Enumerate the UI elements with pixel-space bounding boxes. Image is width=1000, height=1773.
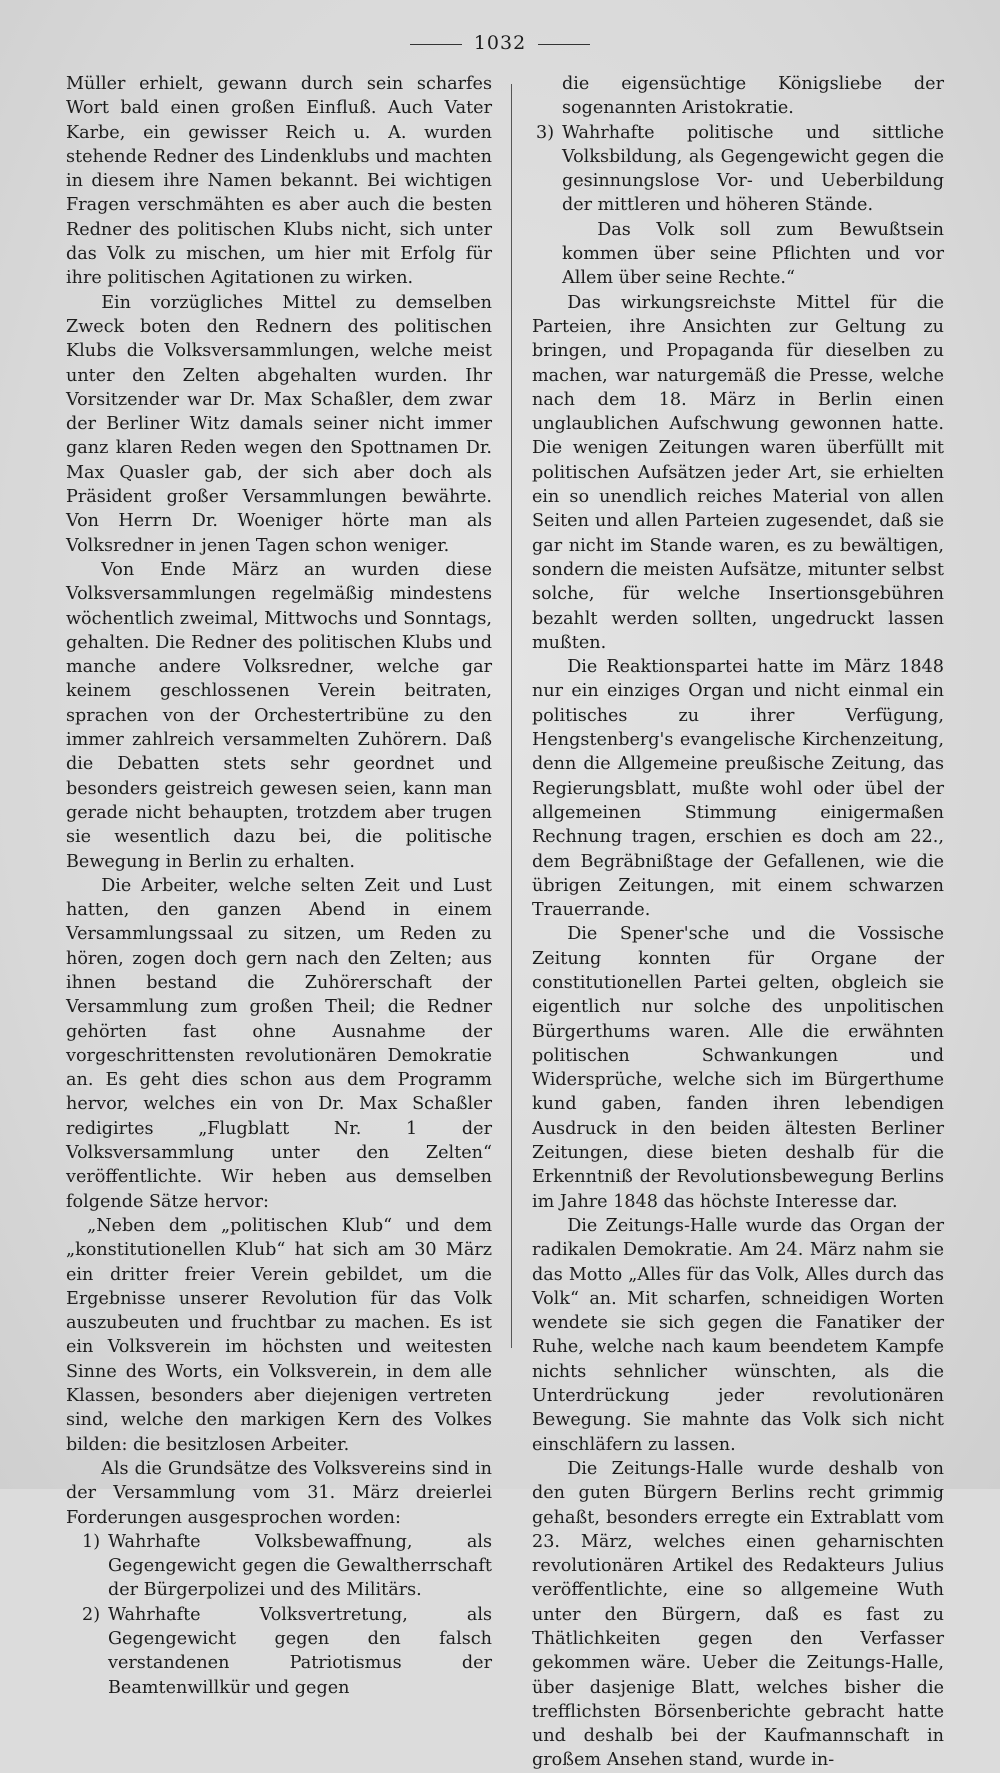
- list-item-text: Wahrhafte politische und sittliche Volksbildung, als Gegengewicht gegen die gesinnungslose Vor- und Ueberbildung der mittleren und höheren Stände.: [562, 122, 944, 216]
- paragraph: Die Reaktionspartei hatte im März 1848 nur ein einziges Organ und nicht einmal ein politisches zu ihrer Verfügung, Hengstenberg's evangelische Kirchenzeitung, denn die Allgemeine preußische Zeitung, das Regierungsblatt, mußte wohl oder übel der allgemeinen Stimmung einigermaßen Rechnung tragen, erschien es doch am 22., dem Begräbnißtage der Gefallenen, wie die übrigen Zeitungen, mit einem schwarzen Trauerrande.: [532, 657, 944, 921]
- list-item-number: 2): [82, 1604, 101, 1625]
- paragraph: Die Zeitungs-Halle wurde deshalb von den guten Bürgern Berlins recht grimmig gehaßt, besonders erregte ein Extrablatt vom 23. März, welches einen geharnischten revolutionären Artikel des Redakteurs Julius veröffentlichte, eine so allgemeine Wuth unter den Bürgern, daß es fast zu Thätlichkeiten gegen den Verfasser gekommen wäre. Ueber die Zeitungs-Halle, über dasjenige Blatt, welches bisher die trefflichsten Börsenberichte gebracht hatte und deshalb bei der Kaufmannschaft in großem Ansehen stand, wurde in-: [532, 1458, 944, 1771]
- paragraph: Als die Grundsätze des Volksvereins sind in der Versammlung vom 31. März dreierlei Forderungen ausgesprochen worden:: [66, 1458, 492, 1528]
- page-header: [0, 32, 1000, 54]
- left-column: [66, 72, 492, 1700]
- list-item-text: Wahrhafte Volksbewaffnung, als Gegengewicht gegen die Gewaltherrschaft der Bürgerpolizei und des Militärs.: [108, 1531, 492, 1601]
- header-rule-right: [538, 44, 590, 45]
- paragraph: Ein vorzügliches Mittel zu demselben Zweck boten den Rednern des politischen Klubs die Volksversammlungen, welche meist unter den Zelten abgehalten wurden. Ihr Vorsitzender war Dr. Max Schaßler, dem zwar der Berliner Witz damals seiner nicht immer ganz klaren Reden wegen den Spottnamen Dr. Max Quasler gab, der sich aber doch als Präsident großer Versammlungen bewährte. Von Herrn Dr. Woeniger hörte man als Volksredner in jenen Tagen schon weniger.: [66, 292, 492, 556]
- right-column: [532, 72, 944, 1773]
- paragraph: Die Spener'sche und die Vossische Zeitung konnten für Organe der constitutionellen Partei gelten, obgleich sie eigentlich nur solche des unpolitischen Bürgerthums waren. Alle die erwähnten politischen Schwankungen und Widersprüche, welche sich im Bürgerthume kund gaben, fanden ihren lebendigen Ausdruck in den beiden ältesten Berliner Zeitungen, diese bieten deshalb für die Erkenntniß der Revolutionsbewegung Berlins im Jahre 1848 das höchste Interesse dar.: [532, 924, 944, 1212]
- paragraph: Die Zeitungs-Halle wurde das Organ der radikalen Demokratie. Am 24. März nahm sie das Motto „Alles für das Volk, Alles durch das Volk“ an. Mit scharfen, schneidigen Worten wendete sie sich gegen die Fanatiker der Ruhe, welche nach kaum beendetem Kampfe nichts sehnlicher wünschten, als die Unterdrückung jeder revolutionären Bewegung. Sie mahnte das Volk sich nicht einschläfern zu lassen.: [532, 1215, 944, 1455]
- paragraph: Die Arbeiter, welche selten Zeit und Lust hatten, den ganzen Abend in einem Versammlungssaal zu sitzen, um Reden zu hören, zogen doch gern nach den Zelten; aus ihnen bestand die Zuhörerschaft der Versammlung zum großen Theil; die Redner gehörten fast ohne Ausnahme der vorgeschrittensten revolutionären Demokratie an. Es geht dies schon aus dem Programm hervor, welches ein von Dr. Max Schaßler redigirtes „Flugblatt Nr. 1 der Volksversammlung unter den Zelten“ veröffentlichte. Wir heben aus demselben folgende Sätze hervor:: [66, 875, 492, 1212]
- page-number: 1032: [473, 32, 527, 54]
- paragraph: Müller erhielt, gewann durch sein scharfes Wort bald einen großen Einfluß. Auch Vater Karbe, ein gewisser Reich u. A. wurden stehende Redner des Lindenklubs und machten in diesem ihre Namen bekannt. Bei wichtigen Fragen verschmähten es aber auch die besten Redner des politischen Klubs nicht, sich unter das Volk zu mischen, um hier mit Erfolg für ihre politischen Agitationen zu wirken.: [66, 74, 492, 289]
- list-item: [66, 1530, 492, 1603]
- list-item-number: 1): [82, 1531, 101, 1552]
- quoted-paragraph: Das Volk soll zum Bewußtsein kommen über seine Pflichten und vor Allem über seine Rechte.“: [562, 219, 944, 289]
- list-item-text: Wahrhafte Volksvertretung, als Gegengewicht gegen den falsch verstandenen Patriotismus der Beamtenwillkür und gegen: [108, 1604, 492, 1698]
- header-rule-left: [410, 44, 462, 45]
- list-item: [532, 121, 944, 218]
- list-item-number: 3): [536, 122, 555, 143]
- quoted-paragraph: „Neben dem „politischen Klub“ und dem „konstitutionellen Klub“ hat sich am 30 März ein dritter freier Verein gebildet, um die Ergebnisse unserer Revolution für das Volk auszubeuten und fruchtbar zu machen. Es ist ein Volksverein im höchsten und weitesten Sinne des Worts, ein Volksverein, in dem alle Klassen, besonders aber diejenigen vertreten sind, welche den markigen Kern des Volkes bilden: die besitzlosen Arbeiter.: [66, 1215, 492, 1455]
- paragraph: Von Ende März an wurden diese Volksversammlungen regelmäßig mindestens wöchentlich zweimal, Mittwochs und Sonntags, gehalten. Die Redner des politischen Klubs und manche andere Volksredner, welche gar keinem geschlossenen Verein beitraten, sprachen von der Orchestertribüne zu den immer zahlreich versammelten Zuhörern. Daß die Debatten stets sehr geordnet und besonders geistreich gewesen seien, kann man gerade nicht behaupten, trotzdem aber trugen sie wesentlich dazu bei, die politische Bewegung in Berlin zu erhalten.: [66, 559, 492, 872]
- paragraph: Das wirkungsreichste Mittel für die Parteien, ihre Ansichten zur Geltung zu bringen, und Propaganda für dieselben zu machen, war naturgemäß die Presse, welche nach dem 18. März in Berlin einen unglaublichen Aufschwung gewonnen hatte. Die wenigen Zeitungen waren überfüllt mit politischen Aufsätzen jeder Art, sie erhielten ein so unendlich reiches Material von allen Seiten und allen Parteien zugesendet, daß sie gar nicht im Stande waren, es zu bewältigen, sondern die meisten Aufsätze, mitunter selbst solche, für welche Insertionsgebühren bezahlt werden sollten, ungedruckt lassen mußten.: [532, 292, 944, 653]
- list-item: [66, 1603, 492, 1700]
- column-divider: [511, 84, 512, 1348]
- list-item-continuation: die eigensüchtige Königsliebe der sogenannten Aristokratie.: [562, 74, 944, 119]
